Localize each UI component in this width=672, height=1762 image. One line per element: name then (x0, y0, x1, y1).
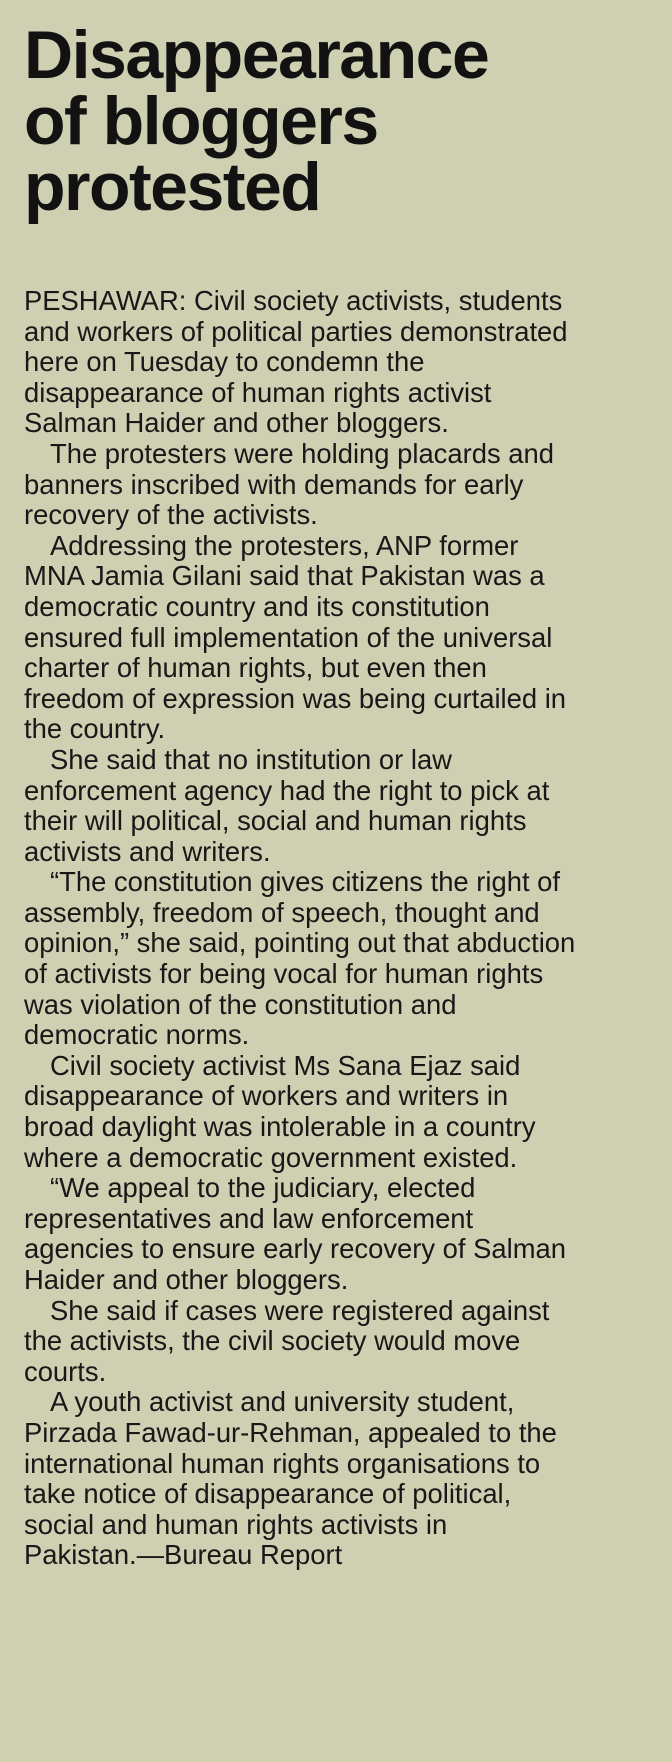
paragraph-2 (24, 439, 648, 531)
text-line: agencies to ensure early recovery of Salman (24, 1233, 567, 1265)
paragraph-5 (24, 867, 648, 1051)
headline-line-2: of bloggers (24, 83, 378, 159)
text-line: “The constitution gives citizens the right of (50, 866, 561, 898)
paragraph-8 (24, 1296, 648, 1388)
text-line: where a democratic government existed. (24, 1141, 518, 1173)
paragraph-4 (24, 745, 648, 867)
text-line: assembly, freedom of speech, thought and (24, 896, 540, 928)
text-line: the activists, the civil society would move (24, 1325, 521, 1357)
text-line: democratic norms. (24, 1019, 250, 1051)
text-line: broad daylight was intolerable in a country (24, 1111, 536, 1143)
text-line: ensured full implementation of the universal (24, 621, 553, 653)
text-line: enforcement agency had the right to pick at (24, 774, 550, 806)
text-line: charter of human rights, but even then (24, 652, 487, 684)
text-line: was violation of the constitution and (24, 988, 457, 1020)
text-line: social and human rights activists in (24, 1508, 448, 1540)
paragraph-7 (24, 1173, 648, 1295)
text-line: their will political, social and human rights (24, 805, 527, 837)
text-line: The protesters were holding placards and (50, 437, 554, 469)
text-line: activists and writers. (24, 835, 271, 867)
text-line: freedom of expression was being curtailed in (24, 682, 567, 714)
text-line: A youth activist and university student, (50, 1386, 515, 1418)
text-line: disappearance of workers and writers in (24, 1080, 509, 1112)
text-line: “We appeal to the judiciary, elected (50, 1172, 476, 1204)
headline-line-3: protested (24, 149, 321, 225)
text-line: the country. (24, 713, 166, 745)
text-line: She said if cases were registered against (50, 1294, 550, 1326)
text-line: She said that no institution or law (50, 743, 452, 775)
text-line: opinion,” she said, pointing out that abduction (24, 927, 576, 959)
text-line: of activists for being vocal for human rights (24, 958, 544, 990)
text-line: Salman Haider and other bloggers. (24, 407, 449, 439)
text-line: Haider and other bloggers. (24, 1264, 349, 1295)
text-line: courts. (24, 1355, 107, 1387)
headline-line-1: Disappearance (24, 17, 489, 93)
text-line: banners inscribed with demands for early (24, 468, 524, 500)
byline-line: Pakistan.—Bureau Report (24, 1539, 343, 1571)
text-line: here on Tuesday to condemn the (24, 346, 425, 378)
text-line: Addressing the protesters, ANP former (50, 529, 519, 561)
paragraph-6 (24, 1051, 648, 1173)
text-line: and workers of political parties demonstrated (24, 315, 568, 347)
text-line: representatives and law enforcement (24, 1202, 474, 1234)
text-line: disappearance of human rights activist (24, 376, 492, 408)
article-body (24, 286, 648, 1571)
text-line: PESHAWAR: Civil society activists, students (24, 285, 563, 316)
text-line: Civil society activist Ms Sana Ejaz said (50, 1049, 521, 1081)
paragraph-1 (24, 286, 648, 439)
paragraph-9 (24, 1387, 648, 1571)
text-line: international human rights organisations to (24, 1447, 541, 1479)
text-line: MNA Jamia Gilani said that Pakistan was a (24, 560, 545, 592)
text-line: recovery of the activists. (24, 499, 318, 531)
headline (24, 17, 648, 225)
text-line: take notice of disappearance of political, (24, 1478, 512, 1510)
paragraph-3 (24, 531, 648, 745)
text-line: Pirzada Fawad-ur-Rehman, appealed to the (24, 1416, 557, 1448)
text-line: democratic country and its constitution (24, 590, 490, 622)
